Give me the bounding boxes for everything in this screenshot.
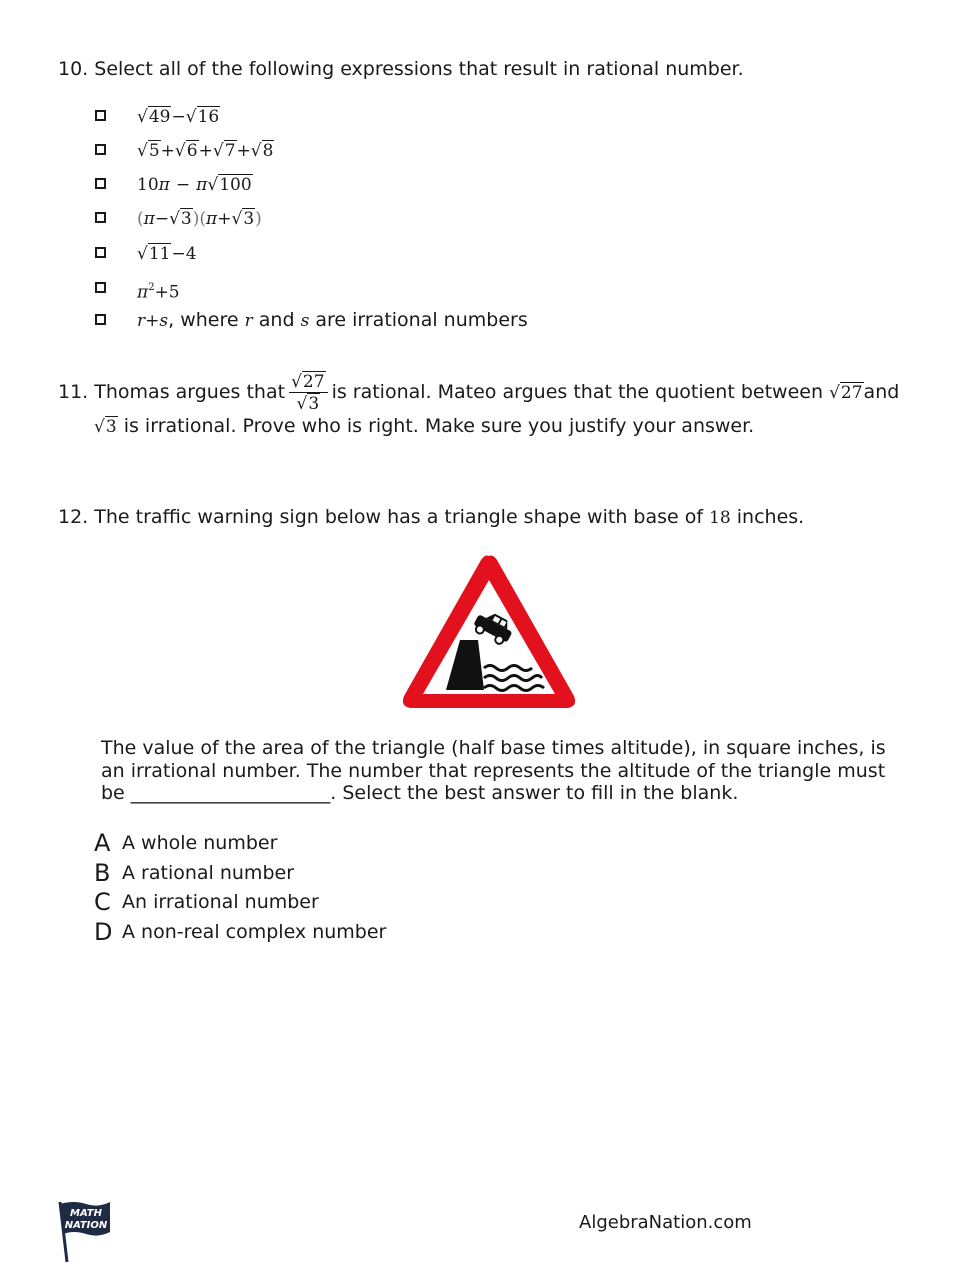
q12-paragraph: The value of the area of the triangle (half base times altitude), in square inches, is an irrational number. The number that represents the altitude of the triangle must be _____________________. Select the best answer to fill in the blank. bbox=[101, 737, 886, 804]
q10-text: Select all of the following expressions that result in rational number. bbox=[94, 58, 744, 80]
option-expression: √49−√16 bbox=[137, 107, 220, 127]
answer-text: A rational number bbox=[122, 862, 295, 884]
answer-text: An irrational number bbox=[122, 891, 319, 913]
checkbox[interactable] bbox=[95, 144, 106, 155]
footer-site: AlgebraNation.com bbox=[579, 1212, 752, 1233]
checkbox[interactable] bbox=[95, 110, 106, 121]
q11-line-1: 11. Thomas argues that $\frac{√27}{√3}$ is rational. Mateo argues that the quotient between √27 and bbox=[58, 371, 900, 414]
logo-text-2: NATION bbox=[64, 1220, 108, 1231]
warning-sign-image bbox=[398, 550, 580, 714]
checkbox[interactable] bbox=[95, 314, 106, 325]
answer-option-d[interactable] bbox=[94, 917, 386, 947]
answer-letter: B bbox=[94, 859, 111, 887]
checkbox[interactable] bbox=[95, 178, 106, 189]
answer-letter: A bbox=[94, 829, 111, 857]
option-expression: $\pi^2+5$ bbox=[137, 282, 180, 303]
answer-text: A non-real complex number bbox=[122, 921, 387, 943]
q12-prompt: 12. The traffic warning sign below has a triangle shape with base of 18 inches. bbox=[58, 506, 805, 528]
q11-fraction: $\frac{√27}{√3}$ bbox=[289, 371, 327, 414]
answer-letter: C bbox=[94, 888, 111, 916]
q10-number: 10. bbox=[58, 58, 89, 80]
q11-number: 11. bbox=[58, 381, 89, 403]
math-nation-logo bbox=[54, 1198, 114, 1264]
checkbox[interactable] bbox=[95, 282, 106, 293]
option-expression: √11−4 bbox=[137, 244, 197, 264]
option-expression: 10π − π√100 bbox=[137, 175, 252, 195]
q10-prompt bbox=[58, 58, 744, 80]
option-expression: √5+√6+√7+√8 bbox=[137, 141, 274, 161]
answer-text: A whole number bbox=[122, 832, 278, 854]
option-expression: r+s, where r and s are irrational numbers bbox=[137, 309, 528, 331]
logo-text-1: MATH bbox=[70, 1208, 102, 1219]
q11-line-2: √3 is irrational. Prove who is right. Make sure you justify your answer. bbox=[94, 415, 755, 437]
option-expression: (π−√3)(π+√3) bbox=[137, 209, 262, 229]
answer-letter: D bbox=[94, 918, 113, 946]
checkbox[interactable] bbox=[95, 212, 106, 223]
q12-number: 12. bbox=[58, 506, 89, 528]
answer-option-a[interactable] bbox=[94, 828, 277, 858]
checkbox[interactable] bbox=[95, 247, 106, 258]
answer-option-c[interactable] bbox=[94, 887, 319, 917]
answer-option-b[interactable] bbox=[94, 858, 294, 888]
